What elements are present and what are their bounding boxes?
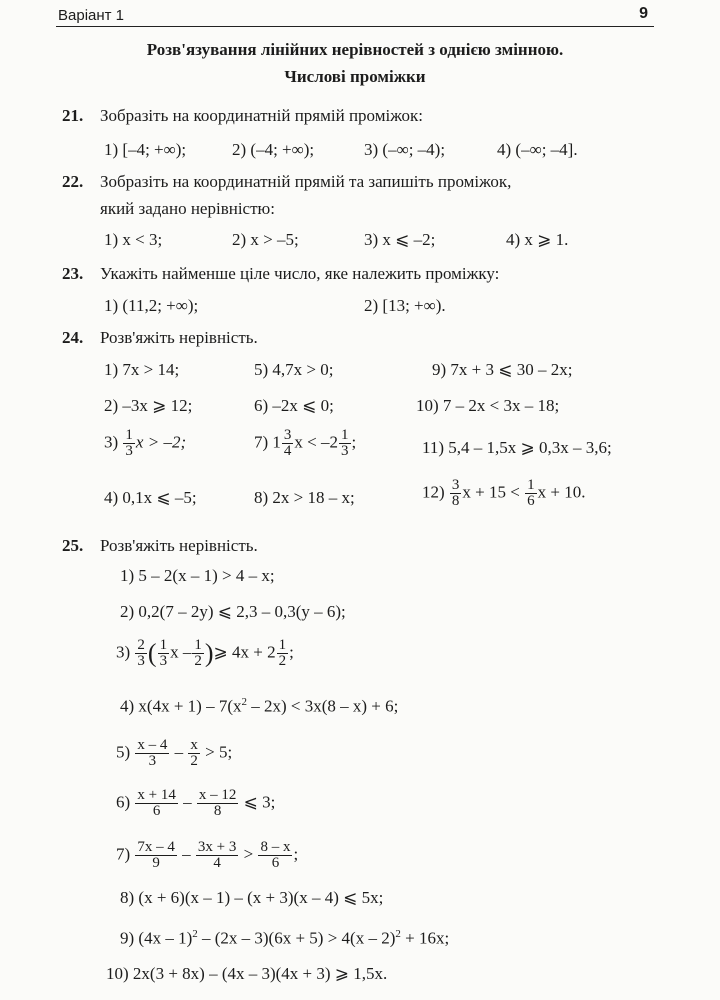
item-6-label: 6) [116, 792, 131, 812]
fraction-5a: $\frac{x - 4}{3}$ [137, 737, 168, 769]
fraction-7c: $\frac{8 - x}{6}$ [260, 839, 291, 871]
item-7-minus: – [182, 844, 191, 864]
problem-25-item-7 [116, 840, 298, 871]
section-title-line2: Числові проміжки [284, 67, 426, 86]
problem-24-item-5: 5) 4,7x > 0; [254, 360, 334, 379]
problem-25-item-5 [116, 738, 232, 769]
problem-24-item-10: 10) 7 – 2x < 3x – 18; [416, 396, 560, 415]
problem-21-number: 21. [62, 106, 84, 125]
item-7-expr: x < –2 [294, 432, 339, 452]
problem-23-item-2: 2) [13; +∞). [364, 296, 446, 315]
problem-25-item-8: 8) (x + 6)(x – 1) – (x + 3)(x – 4) ⩽ 5x; [120, 888, 384, 907]
problem-21-item-3: 3) (–∞; –4); [364, 140, 446, 159]
item-3-expr: x > –2; [135, 432, 187, 452]
fraction-2-3: $\frac{2}{3}$ [137, 637, 145, 669]
problem-22-text-line1: Зобразіть на координатній прямій та запишіть проміжок, [100, 172, 512, 191]
problem-23-number: 23. [62, 264, 84, 283]
problem-24-item-4: 4) 0,1x ⩽ –5; [104, 488, 197, 507]
problem-24-item-3 [104, 428, 186, 459]
fraction-7a: $\frac{7x - 4}{9}$ [137, 839, 175, 871]
problem-22-item-3: 3) x ⩽ –2; [364, 230, 436, 249]
problem-24-item-6: 6) –2x ⩽ 0; [254, 396, 334, 415]
problem-25-number: 25. [62, 536, 84, 555]
problem-22-number: 22. [62, 172, 84, 191]
problem-25-item-9 [120, 928, 449, 949]
fraction-1-3c: $\frac{1}{3}$ [159, 637, 168, 669]
item-9-part1: 9) (4x – 1) [120, 928, 193, 948]
problem-21-item-1: 1) [–4; +∞); [104, 140, 187, 159]
problem-25-item-1: 1) 5 – 2(x – 1) > 4 – x; [120, 566, 275, 585]
item-9-exp1: 2 [192, 928, 198, 940]
item-3-label: 3) [104, 432, 119, 452]
item-3-mid: x – [170, 642, 192, 662]
item-5-minus: – [174, 742, 184, 762]
section-title-line1: Розв'язування лінійних нерівностей з однією змінною. [146, 40, 564, 59]
item-4-part1: 4) x(4x + 1) – 7(x [120, 696, 242, 716]
problem-25-item-3 [116, 638, 294, 669]
item-12-end: x + 10. [537, 482, 586, 502]
item-12-expr: x + 15 < [462, 482, 520, 502]
item-5-end: > 5; [205, 742, 233, 762]
item-3-rhs: ⩾ 4x + 2 [213, 642, 276, 662]
fraction-7b: $\frac{3x + 3}{4}$ [197, 839, 237, 871]
item-4-exponent: 2 [241, 696, 247, 708]
problem-24-item-2: 2) –3x ⩾ 12; [104, 396, 193, 415]
problem-24-item-11: 11) 5,4 – 1,5x ⩾ 0,3x – 3,6; [422, 438, 612, 457]
item-4-part2: – 2x) < 3x(8 – x) + 6; [246, 696, 399, 716]
problem-23-item-1: 1) (11,2; +∞); [104, 296, 199, 315]
item-3-end: ; [289, 642, 294, 662]
problem-23-text: Укажіть найменше ціле число, яке належить проміжку: [100, 264, 500, 283]
item-7-end: ; [293, 844, 299, 864]
item-7-gt: > [243, 844, 254, 864]
problem-21-item-2: 2) (–4; +∞); [232, 140, 315, 159]
problem-25-text: Розв'яжіть нерівність. [100, 536, 258, 555]
item-7-end: ; [351, 432, 357, 452]
item-7-label: 7) 1 [254, 432, 281, 452]
fraction-1-3b: $\frac{1}{3}$ [341, 427, 349, 459]
problem-25-item-6 [116, 788, 275, 819]
problem-24-item-9: 9) 7x + 3 ⩽ 30 – 2x; [432, 360, 573, 379]
problem-24-item-7 [254, 428, 356, 459]
problem-22-item-2: 2) x > –5; [232, 230, 299, 249]
item-9-part2: – (2x – 3)(6x + 5) > 4(x – 2) [197, 928, 396, 948]
page-header [56, 4, 654, 27]
problem-24-item-1: 1) 7x > 14; [104, 360, 180, 379]
problem-24-number: 24. [62, 328, 84, 347]
fraction-1-2b: $\frac{1}{2}$ [278, 637, 287, 669]
problem-25-item-4 [120, 696, 398, 717]
problem-21-text: Зобразіть на координатній прямій проміжок: [100, 106, 423, 125]
item-7-label: 7) [116, 844, 131, 864]
problem-22-item-1: 1) x < 3; [104, 230, 163, 249]
problem-24-item-8: 8) 2x > 18 – x; [254, 488, 355, 507]
problem-22-item-4: 4) x ⩾ 1. [506, 230, 569, 249]
item-6-end: ⩽ 3; [243, 792, 276, 812]
fraction-1-2: $\frac{1}{2}$ [194, 637, 202, 669]
fraction-6b: $\frac{x - 12}{8}$ [198, 787, 237, 819]
problem-24-text: Розв'яжіть нерівність. [100, 328, 258, 347]
item-6-minus: – [183, 792, 192, 812]
item-3-label: 3) [116, 642, 131, 662]
item-12-label: 12) [422, 482, 445, 502]
item-9-part3: + 16x; [400, 928, 450, 948]
problem-22-text-line2: який задано нерівністю: [100, 199, 275, 218]
problem-24-item-12 [422, 478, 585, 509]
problem-21-item-4: 4) (–∞; –4]. [497, 140, 578, 159]
item-5-label: 5) [116, 742, 131, 762]
fraction-6a: $\frac{x + 14}{6}$ [137, 787, 176, 819]
fraction-1-6: $\frac{1}{6}$ [527, 477, 535, 509]
problem-25-item-2: 2) 0,2(7 – 2y) ⩽ 2,3 – 0,3(y – 6); [120, 602, 346, 621]
problem-25-item-10: 10) 2x(3 + 8x) – (4x – 3)(4x + 3) ⩾ 1,5x. [106, 964, 388, 983]
fraction-5b: $\frac{x}{2}$ [190, 737, 198, 769]
fraction-1-3: $\frac{1}{3}$ [125, 427, 133, 459]
fraction-3-8: $\frac{3}{8}$ [451, 477, 460, 509]
right-paren: ) [204, 638, 214, 668]
item-9-exp2: 2 [395, 928, 401, 940]
fraction-3-4: $\frac{3}{4}$ [283, 427, 292, 459]
variant-label: Варіант 1 [58, 7, 125, 24]
left-paren: ( [147, 638, 157, 668]
page-number: 9 [639, 5, 648, 22]
